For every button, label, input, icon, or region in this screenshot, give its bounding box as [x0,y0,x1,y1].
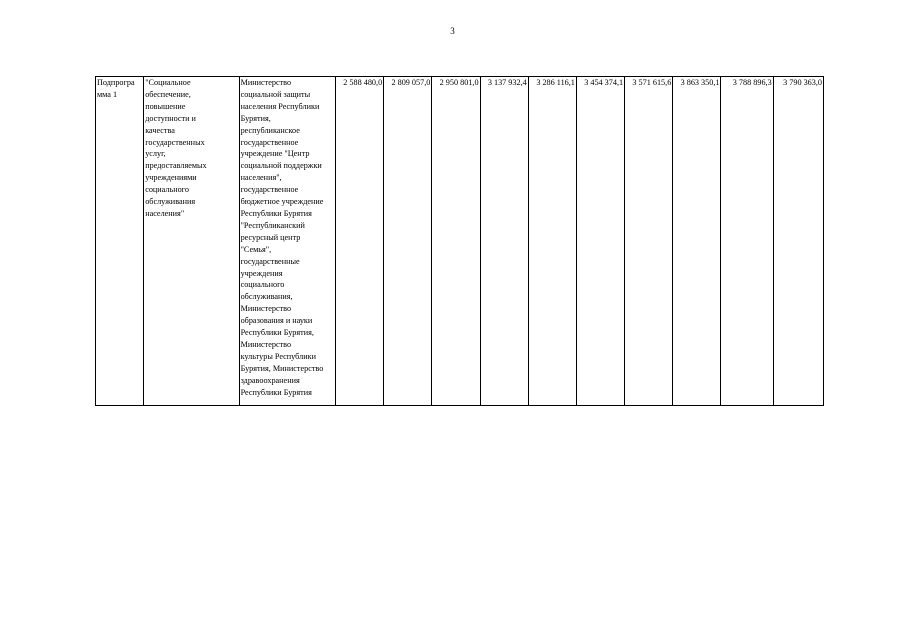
table-row [96,77,824,406]
subprogram-title-line: "Социальное [145,78,191,87]
executors-line: государственное [240,137,299,147]
funding-value-cell: 3 137 932,4 [480,77,528,406]
executors-line: Бурятия, [240,113,271,123]
subprogram-title-line: учреждениями [145,173,197,183]
subprogram-title-line: государственных [145,137,205,147]
subprogram-title-line: качества [145,125,175,135]
executors-line: социальной поддержки [240,161,322,171]
executors-line: государственные [240,256,300,266]
subprogram-name-line: мма 1 [97,89,118,99]
subprogram-title-line: социального [145,185,189,195]
executors-line: учреждения [240,268,283,278]
executors-line: Министерство [240,339,292,349]
subprogram-name-cell [96,77,144,406]
subprogram-title-line: населения" [145,208,185,218]
funding-value-cell: 3 286 116,1 [528,77,576,406]
executors-line: социальной защиты [240,89,311,99]
executors-line: Республики Бурятия, [240,328,314,338]
executors-line: населения", [240,173,282,183]
executors-line: учреждение "Центр [240,149,310,159]
subprogram-name-line: Подпрогра [97,78,135,87]
funding-value-cell: 3 863 350,1 [673,77,721,406]
executors-line: населения Республики [240,101,320,111]
funding-value-cell: 3 790 363,0 [773,77,823,406]
funding-value-cell: 2 588 480,0 [335,77,383,406]
executors-line: культуры Республики [240,351,316,361]
executors-line: Республики Бурятия [240,387,312,397]
funding-value-cell: 3 571 615,6 [625,77,673,406]
funding-value-cell: 3 454 374,1 [576,77,624,406]
page-number: 3 [450,26,455,36]
executors-cell [239,77,335,406]
funding-value-cell: 2 809 057,0 [384,77,432,406]
executors-line: образования и науки [240,316,313,326]
executors-line: обслуживания, [240,292,293,302]
executors-line: ресурсный центр [240,232,301,242]
subprogram-title-line: предоставляемых [145,161,207,171]
subprogram-title-line: повышение [145,101,186,111]
subprogram-title-line: обеспечение, [145,89,191,99]
executors-line: бюджетное учреждение [240,197,324,207]
funding-value-cell: 2 950 801,0 [432,77,480,406]
subprogram-title-line: доступности и [145,113,196,123]
executors-line: социального [240,280,285,290]
executors-line: Бурятия, Министерство [240,363,324,373]
program-budget-table [95,76,824,406]
executors-line: здравоохранения [240,375,300,385]
funding-value-cell: 3 788 896,3 [721,77,773,406]
executors-line: "Республиканский [240,220,305,230]
executors-line: Министерство [240,78,292,87]
subprogram-title-line: обслуживания [145,197,196,207]
executors-line: республиканское [240,125,300,135]
executors-line: Министерство [240,304,292,314]
subprogram-title-line: услуг, [145,149,166,159]
executors-line: Республики Бурятия [240,208,312,218]
subprogram-title-cell [144,77,239,406]
executors-line: государственное [240,185,299,195]
executors-line: "Семья", [240,244,272,254]
